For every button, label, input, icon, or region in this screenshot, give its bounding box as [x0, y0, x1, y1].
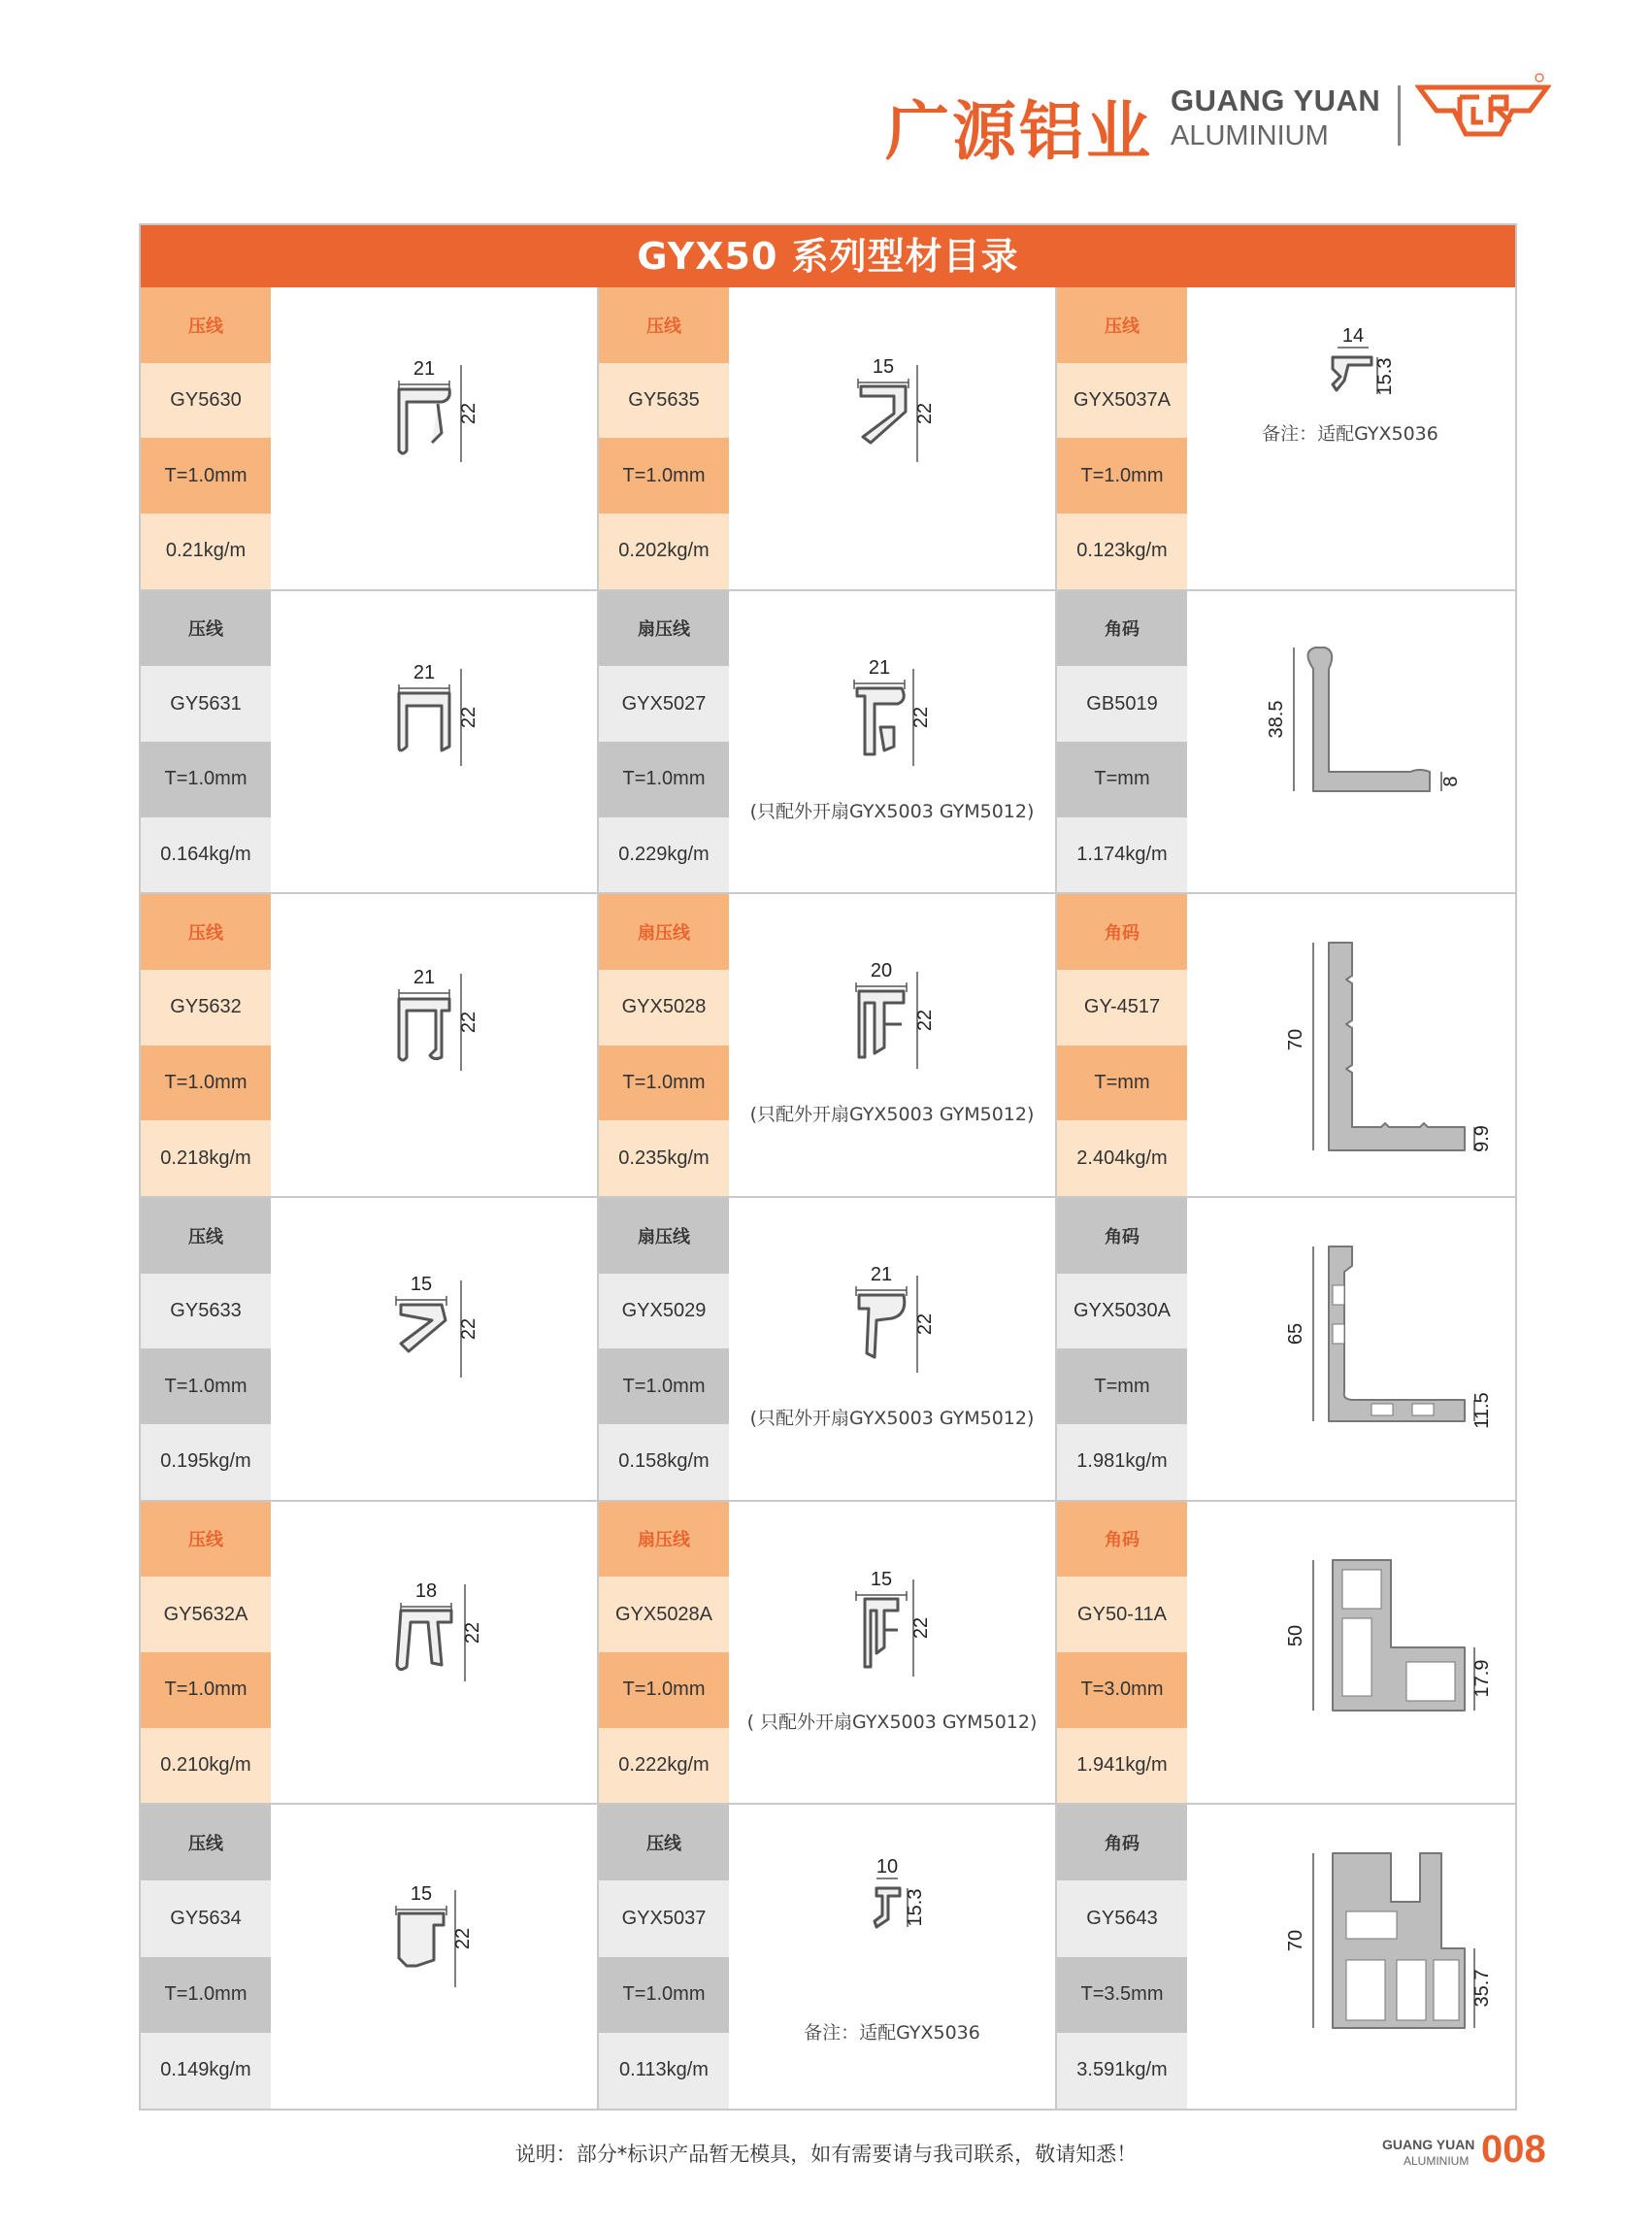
dimension-label: 17.9: [1471, 1659, 1493, 1698]
profile-drawing: [1187, 591, 1513, 893]
dimension-label: 22: [458, 1317, 479, 1341]
profile-labels: [599, 1198, 729, 1500]
profile-section-shape: [875, 1888, 900, 1927]
profile-section-diagram: [1187, 1805, 1513, 2106]
profile-section-diagram: [1187, 1502, 1513, 1803]
profile-drawing: [1187, 1198, 1513, 1500]
profile-thickness: T=1.0mm: [141, 1046, 271, 1121]
profile-section-diagram: [271, 1198, 597, 1499]
profile-labels: [1057, 287, 1187, 589]
profile-labels: [141, 287, 271, 589]
profile-section-diagram: [729, 1198, 1055, 1499]
profile-type: 压线: [141, 1805, 271, 1880]
profile-weight: 0.158kg/m: [599, 1424, 729, 1500]
gy-logo-icon: [1415, 72, 1551, 163]
dimension-label: 20: [870, 960, 893, 982]
profile-type: 扇压线: [599, 1502, 729, 1578]
profile-weight: 0.113kg/m: [599, 2033, 729, 2109]
dimension-label: 22: [458, 1012, 479, 1034]
profile-section-shape: [859, 1295, 905, 1357]
profile-cell: [1057, 287, 1515, 591]
profile-thickness: T=1.0mm: [599, 1348, 729, 1424]
profile-section-diagram: [271, 287, 597, 588]
profile-thickness: T=3.0mm: [1057, 1652, 1187, 1728]
profile-drawing: [1187, 1805, 1513, 2109]
profile-section-shape: [1307, 648, 1430, 791]
profile-drawing: [271, 1502, 597, 1804]
profile-code: GY50-11A: [1057, 1577, 1187, 1652]
dimension-label: 14: [1341, 325, 1365, 347]
dimension-label: 15: [872, 356, 895, 378]
profile-section-shape: [1333, 357, 1371, 390]
dimension-label: 8: [1440, 776, 1462, 787]
footer-note: 说明：部分*标识产品暂无模具，如有需要请与我司联系，敬请知悉！: [514, 2143, 1138, 2166]
profile-weight: 0.164kg/m: [141, 817, 271, 893]
profile-weight: 0.222kg/m: [599, 1728, 729, 1804]
dimension-label: 22: [914, 402, 936, 425]
profile-weight: 1.981kg/m: [1057, 1424, 1187, 1500]
profile-weight: 1.174kg/m: [1057, 817, 1187, 893]
dimension-label: 50: [1285, 1624, 1306, 1646]
dimension-label: 22: [914, 1313, 936, 1336]
brand-name-en-2: ALUMINIUM: [1171, 120, 1329, 151]
profile-thickness: T=3.5mm: [1057, 1957, 1187, 2033]
profile-weight: 0.229kg/m: [599, 817, 729, 893]
profile-drawing: [729, 591, 1055, 893]
profile-type: 角码: [1057, 1805, 1187, 1880]
profile-weight: 0.202kg/m: [599, 514, 729, 589]
profile-weight: 0.195kg/m: [141, 1424, 271, 1500]
profile-section-shape: [861, 386, 906, 443]
profile-type: 扇压线: [599, 591, 729, 667]
profile-code: GY-4517: [1057, 970, 1187, 1046]
dimension-label: 22: [452, 1928, 474, 1950]
profile-grid: [141, 287, 1515, 2109]
profile-section-shape: [859, 991, 904, 1057]
profile-cell: [1057, 1805, 1515, 2109]
profile-drawing: [271, 287, 597, 589]
profile-cell: [1057, 894, 1515, 1198]
profile-weight: 0.235kg/m: [599, 1120, 729, 1196]
profile-type: 扇压线: [599, 894, 729, 970]
profile-labels: [1057, 1198, 1187, 1500]
profile-labels: [141, 1805, 271, 2109]
profile-thickness: T=mm: [1057, 1046, 1187, 1121]
profile-section-shape: [399, 1913, 444, 1966]
profile-labels: [1057, 1805, 1187, 2109]
profile-weight: 0.210kg/m: [141, 1728, 271, 1804]
profile-drawing: [729, 894, 1055, 1196]
profile-drawing: [729, 1805, 1055, 2109]
dimension-label: 21: [413, 661, 436, 683]
profile-section-shape: [399, 389, 449, 453]
profile-type: 压线: [141, 1198, 271, 1274]
profile-type: 角码: [1057, 1502, 1187, 1578]
dimension-label: 38.5: [1266, 700, 1287, 739]
profile-thickness: T=1.0mm: [141, 438, 271, 514]
profile-cell: [1057, 591, 1515, 895]
profile-code: GY5635: [599, 363, 729, 439]
footer-brand-1: GUANG YUAN: [1382, 2137, 1475, 2152]
profile-section-diagram: [729, 1805, 1055, 2106]
profile-thickness: T=1.0mm: [141, 742, 271, 817]
profile-code: GY5634: [141, 1880, 271, 1956]
profile-type: 扇压线: [599, 1198, 729, 1274]
profile-section-diagram: [729, 287, 1055, 588]
profile-section-diagram: [1187, 894, 1513, 1195]
profile-thickness: T=1.0mm: [599, 438, 729, 514]
profile-code: GYX5037A: [1057, 363, 1187, 439]
profile-note: (只配外开扇GYX5003 GYM5012): [749, 1104, 1035, 1126]
profile-labels: [599, 591, 729, 893]
dimension-label: 10: [876, 1856, 899, 1878]
profile-type: 压线: [141, 894, 271, 970]
brand-name-cn: 广源铝业: [885, 94, 1153, 169]
profile-thickness: T=1.0mm: [599, 742, 729, 817]
profile-section-diagram: [271, 1502, 597, 1803]
profile-section-shape: [399, 999, 449, 1060]
profile-section-diagram: [271, 591, 597, 892]
profile-code: GY5631: [141, 666, 271, 742]
profile-labels: [141, 894, 271, 1196]
profile-type: 压线: [1057, 287, 1187, 363]
profile-type: 角码: [1057, 1198, 1187, 1274]
profile-cell: [141, 1502, 599, 1806]
dimension-label: 22: [458, 402, 479, 425]
profile-drawing: [271, 591, 597, 893]
profile-cell: [599, 287, 1057, 591]
profile-cell: [599, 894, 1057, 1198]
profile-drawing: [271, 1805, 597, 2109]
dimension-label: 22: [914, 1010, 936, 1032]
dimension-label: 11.5: [1471, 1392, 1493, 1429]
profile-code: GYX5028: [599, 970, 729, 1046]
profile-cell: [141, 287, 599, 591]
profile-cell: [599, 1502, 1057, 1806]
profile-code: GYX5027: [599, 666, 729, 742]
dimension-label: 70: [1285, 1029, 1306, 1051]
profile-drawing: [271, 1198, 597, 1500]
profile-thickness: T=mm: [1057, 742, 1187, 817]
profile-thickness: T=mm: [1057, 1348, 1187, 1424]
profile-section-diagram: [271, 1805, 597, 2106]
profile-type: 压线: [141, 287, 271, 363]
profile-code: GYX5028A: [599, 1577, 729, 1652]
profile-labels: [599, 894, 729, 1196]
profile-cell: [599, 591, 1057, 895]
profile-thickness: T=1.0mm: [141, 1957, 271, 2033]
profile-labels: [599, 287, 729, 589]
profile-section-shape: [399, 693, 449, 750]
profile-code: GY5632A: [141, 1577, 271, 1652]
profile-thickness: T=1.0mm: [599, 1957, 729, 2033]
profile-cell: [141, 1198, 599, 1502]
brand-name-en-1: GUANG YUAN: [1171, 83, 1381, 117]
profile-drawing: [1187, 287, 1513, 589]
profile-section-shape: [401, 1305, 446, 1351]
dimension-label: 9.9: [1471, 1125, 1493, 1153]
profile-code: GY5632: [141, 970, 271, 1046]
profile-section-shape: [1329, 943, 1465, 1150]
profile-thickness: T=1.0mm: [599, 1046, 729, 1121]
dimension-label: 22: [910, 1616, 932, 1639]
profile-labels: [141, 1502, 271, 1804]
profile-cell: [599, 1805, 1057, 2109]
profile-code: GB5019: [1057, 666, 1187, 742]
profile-type: 压线: [141, 1502, 271, 1578]
profile-weight: 0.123kg/m: [1057, 514, 1187, 589]
profile-cell: [1057, 1198, 1515, 1502]
profile-note: 备注：适配GYX5036: [804, 2022, 980, 2044]
profile-code: GYX5030A: [1057, 1274, 1187, 1349]
profile-catalog-table: [139, 223, 1517, 2111]
profile-section-diagram: [729, 1502, 1055, 1803]
profile-note: (只配外开扇GYX5003 GYM5012): [749, 1407, 1035, 1429]
dimension-label: 18: [414, 1579, 438, 1602]
profile-type: 压线: [599, 287, 729, 363]
dimension-label: 65: [1285, 1322, 1306, 1346]
profile-type: 角码: [1057, 894, 1187, 970]
profile-weight: 0.218kg/m: [141, 1120, 271, 1196]
profile-section-diagram: [729, 591, 1055, 892]
profile-labels: [599, 1502, 729, 1804]
catalog-title: GYX50 系列型材目录: [141, 225, 1515, 287]
dimension-label: 15.3: [1374, 357, 1396, 396]
profile-type: 角码: [1057, 591, 1187, 667]
profile-labels: [599, 1805, 729, 2109]
profile-note: 备注：适配GYX5036: [1262, 423, 1438, 445]
dimension-label: 21: [413, 358, 436, 380]
profile-section-diagram: [1187, 591, 1513, 892]
dimension-label: 21: [413, 967, 436, 989]
profile-section-diagram: [1187, 1198, 1513, 1499]
dimension-label: 15.3: [905, 1888, 926, 1927]
profile-labels: [141, 1198, 271, 1500]
profile-note: ( 只配外开扇GYX5003 GYM5012): [746, 1711, 1038, 1733]
dimension-label: 22: [910, 706, 932, 728]
profile-drawing: [271, 894, 597, 1196]
profile-weight: 1.941kg/m: [1057, 1728, 1187, 1804]
profile-cell: [141, 1805, 599, 2109]
profile-section-diagram: [271, 894, 597, 1195]
profile-code: GYX5029: [599, 1274, 729, 1349]
profile-section-diagram: [729, 894, 1055, 1195]
profile-drawing: [1187, 1502, 1513, 1804]
dimension-label: 21: [868, 656, 891, 679]
profile-weight: 0.21kg/m: [141, 514, 271, 589]
dimension-label: 15: [410, 1883, 433, 1906]
dimension-label: 21: [870, 1263, 893, 1285]
profile-thickness: T=1.0mm: [141, 1348, 271, 1424]
profile-section-shape: [1329, 1246, 1465, 1421]
dimension-label: 70: [1285, 1930, 1306, 1952]
profile-cell: [599, 1198, 1057, 1502]
dimension-label: 15: [870, 1568, 893, 1590]
profile-drawing: [1187, 894, 1513, 1196]
profile-section-shape: [865, 1599, 898, 1667]
profile-labels: [1057, 894, 1187, 1196]
profile-code: GYX5037: [599, 1880, 729, 1956]
dimension-label: 22: [462, 1621, 483, 1644]
profile-cell: [141, 591, 599, 895]
profile-code: GY5643: [1057, 1880, 1187, 1956]
logo-divider: [1398, 85, 1401, 146]
profile-type: 压线: [599, 1805, 729, 1880]
profile-labels: [1057, 591, 1187, 893]
profile-drawing: [729, 287, 1055, 589]
dimension-label: 22: [458, 706, 479, 728]
dimension-label: 35.7: [1471, 1969, 1493, 2008]
profile-type: 压线: [141, 591, 271, 667]
profile-code: GY5630: [141, 363, 271, 439]
profile-note: (只配外开扇GYX5003 GYM5012): [749, 800, 1035, 822]
profile-labels: [1057, 1502, 1187, 1804]
profile-labels: [141, 591, 271, 893]
dimension-label: 15: [410, 1273, 433, 1295]
profile-thickness: T=1.0mm: [1057, 438, 1187, 514]
profile-weight: 0.149kg/m: [141, 2033, 271, 2109]
footer-brand-2: ALUMINIUM: [1404, 2154, 1470, 2168]
profile-weight: 3.591kg/m: [1057, 2033, 1187, 2109]
profile-thickness: T=1.0mm: [599, 1652, 729, 1728]
profile-cell: [1057, 1502, 1515, 1806]
profile-drawing: [729, 1198, 1055, 1500]
page-number: 008: [1481, 2128, 1546, 2171]
profile-weight: 2.404kg/m: [1057, 1120, 1187, 1196]
profile-drawing: [729, 1502, 1055, 1804]
profile-section-shape: [857, 688, 904, 754]
profile-section-shape: [397, 1611, 451, 1670]
profile-code: GY5633: [141, 1274, 271, 1349]
profile-thickness: T=1.0mm: [141, 1652, 271, 1728]
profile-cell: [141, 894, 599, 1198]
